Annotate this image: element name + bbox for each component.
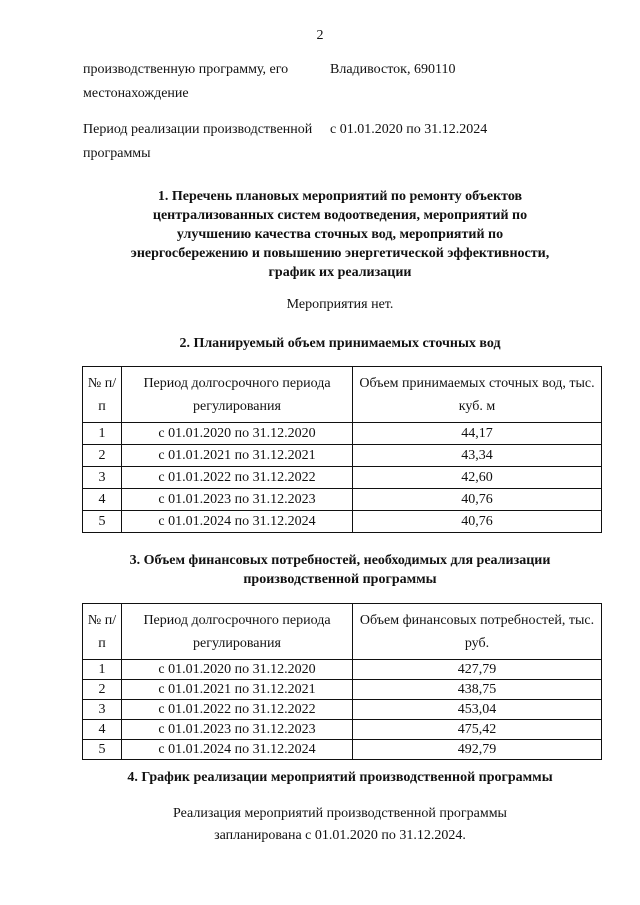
header-period: Период долгосрочного периода регулирования xyxy=(122,367,353,423)
row-period: с 01.01.2020 по 31.12.2020 xyxy=(122,423,353,445)
location-label: производственную программу, его местонахождение xyxy=(83,62,289,101)
table-header-row xyxy=(83,367,602,423)
header-num: № п/п xyxy=(83,367,122,423)
period-value: с 01.01.2020 по 31.12.2024 xyxy=(330,122,488,137)
period-label: Период реализации производственной программы xyxy=(83,122,313,161)
section-4-text: Реализация мероприятий производственной программы запланирована с 01.01.2020 по 31.12.2024. xyxy=(173,806,507,843)
row-num: 1 xyxy=(83,423,122,445)
table-row xyxy=(83,680,602,700)
row-num: 2 xyxy=(83,445,122,467)
row-period: с 01.01.2023 по 31.12.2023 xyxy=(122,720,353,740)
header-finance: Объем финансовых потребностей, тыс. руб. xyxy=(353,604,602,660)
table-row xyxy=(83,467,602,489)
row-period: с 01.01.2023 по 31.12.2023 xyxy=(122,489,353,511)
row-period: с 01.01.2022 по 31.12.2022 xyxy=(122,467,353,489)
row-period: с 01.01.2024 по 31.12.2024 xyxy=(122,511,353,533)
row-period: с 01.01.2020 по 31.12.2020 xyxy=(122,660,353,680)
table-row xyxy=(83,740,602,760)
row-num: 5 xyxy=(83,511,122,533)
row-num: 4 xyxy=(83,720,122,740)
row-num: 3 xyxy=(83,700,122,720)
location-value: Владивосток, 690110 xyxy=(330,62,456,77)
header-num: № п/п xyxy=(83,604,122,660)
table-row xyxy=(83,660,602,680)
row-num: 1 xyxy=(83,660,122,680)
section-4-title: 4. График реализации мероприятий производственной программы xyxy=(127,770,553,785)
row-value: 43,34 xyxy=(353,445,602,467)
table-row xyxy=(83,423,602,445)
row-value: 427,79 xyxy=(353,660,602,680)
table-header-row xyxy=(83,604,602,660)
section-1-text: Мероприятия нет. xyxy=(286,297,394,312)
row-period: с 01.01.2021 по 31.12.2021 xyxy=(122,445,353,467)
header-volume: Объем принимаемых сточных вод, тыс. куб. м xyxy=(353,367,602,423)
table-row xyxy=(83,445,602,467)
row-value: 40,76 xyxy=(353,489,602,511)
header-period: Период долгосрочного периода регулирования xyxy=(122,604,353,660)
table-row xyxy=(83,700,602,720)
financial-needs-table xyxy=(82,603,602,760)
row-value: 492,79 xyxy=(353,740,602,760)
section-1-title: 1. Перечень плановых мероприятий по ремонту объектов централизованных систем водоотведения, мероприятий по улучшению качества сточных вод, мероприятий по энергосбережению и повышению энергетической эффективности, график их реализации xyxy=(130,189,550,280)
row-period: с 01.01.2021 по 31.12.2021 xyxy=(122,680,353,700)
row-value: 44,17 xyxy=(353,423,602,445)
row-period: с 01.01.2022 по 31.12.2022 xyxy=(122,700,353,720)
row-value: 475,42 xyxy=(353,720,602,740)
page-number: 2 xyxy=(316,28,324,43)
row-num: 4 xyxy=(83,489,122,511)
row-period: с 01.01.2024 по 31.12.2024 xyxy=(122,740,353,760)
row-value: 42,60 xyxy=(353,467,602,489)
row-value: 40,76 xyxy=(353,511,602,533)
row-value: 438,75 xyxy=(353,680,602,700)
wastewater-volume-table xyxy=(82,366,602,533)
section-3-title: 3. Объем финансовых потребностей, необходимых для реализации производственной программы xyxy=(129,553,551,587)
table-row xyxy=(83,489,602,511)
table-row xyxy=(83,511,602,533)
row-num: 3 xyxy=(83,467,122,489)
table-row xyxy=(83,720,602,740)
row-num: 5 xyxy=(83,740,122,760)
row-num: 2 xyxy=(83,680,122,700)
section-2-title: 2. Планируемый объем принимаемых сточных вод xyxy=(179,336,501,351)
row-value: 453,04 xyxy=(353,700,602,720)
